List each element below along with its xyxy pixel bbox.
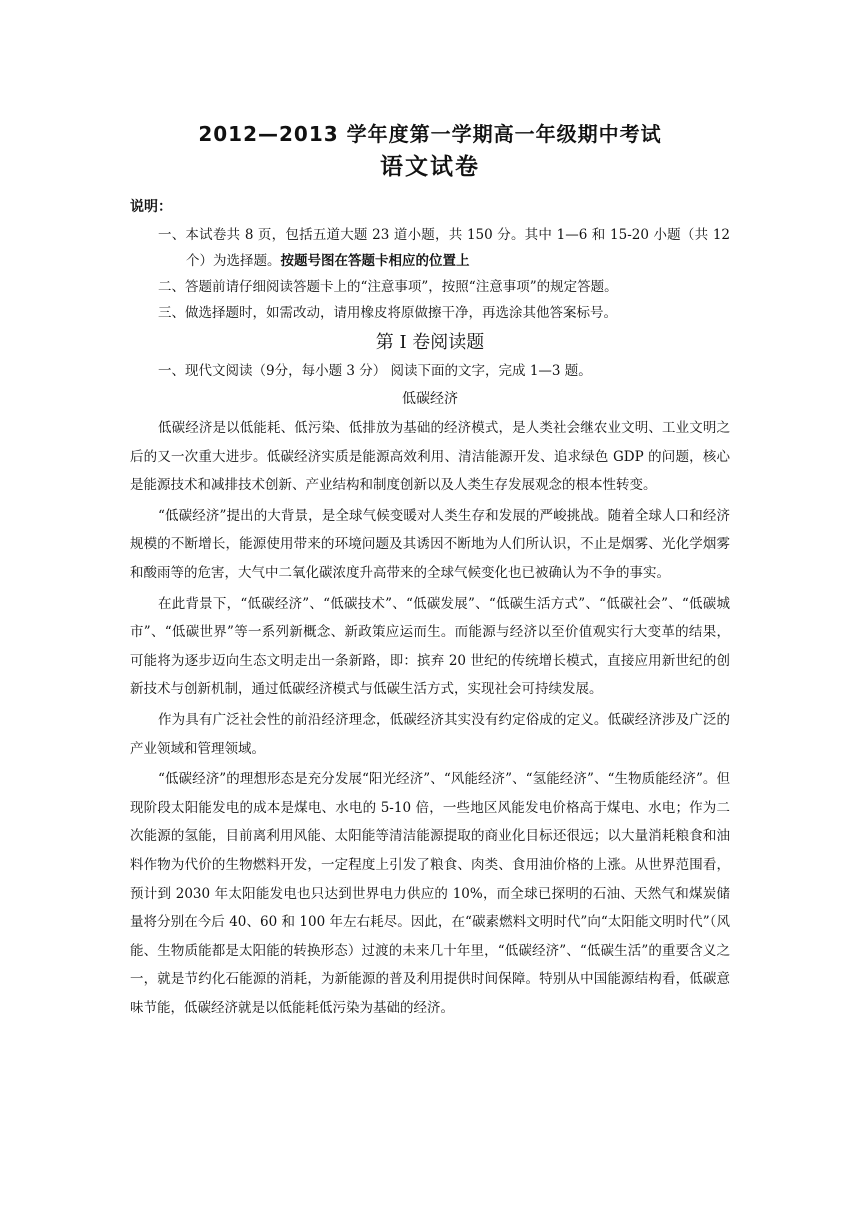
instruction-item-1-bold: 按题号图在答题卡相应的位置上 <box>280 253 470 269</box>
article-paragraph-1: 低碳经济是以低能耗、低污染、低排放为基础的经济模式，是人类社会继农业文明、工业文明之后的又一次重大进步。低碳经济实质是能源高效利用、清洁能源开发、追求绿色 GDP 的问题，核心是能源技术和减排技术创新、产业结构和制度创新以及人类生存发展观念的根本性转变。 <box>130 420 730 494</box>
exam-body <box>130 190 730 1024</box>
instruction-item-3: 三、做选择题时，如需改动，请用橡皮将原做擦干净，再选涂其他答案标号。 <box>158 305 617 321</box>
question-heading: 一、现代文阅读（9分，每小题 3 分） 阅读下面的文字，完成 1—3 题。 <box>158 363 592 379</box>
instruction-item-1-text: 一、本试卷共 8 页，包括五道大题 23 道小题，共 150 分。其中 1—6 和 15-20 小题（共 12 个）为选择题。 <box>158 227 730 269</box>
article-title: 低碳经济 <box>402 391 458 407</box>
instructions-heading: 说明： <box>130 199 172 215</box>
instruction-item-1 <box>130 222 730 274</box>
article-paragraph-3: 在此背景下，“低碳经济”、“低碳技术”、“低碳发展”、“低碳生活方式”、“低碳社会”、“低碳城市”、“低碳世界”等一系列新概念、新政策应运而生。而能源与经济以至价值观实行大变革的结果，可能将为逐步迈向生态文明走出一条新路，即：摈弃 20 世纪的传统增长模式，直接应用新世纪的创新技术与创新机制，通过低碳经济模式与低碳生活方式，实现社会可持续发展。 <box>130 595 730 698</box>
exam-subtitle: 语文试卷 <box>380 154 480 180</box>
article-paragraph-2: “低碳经济”提出的大背景，是全球气候变暖对人类生存和发展的严峻挑战。随着全球人口和经济规模的不断增长，能源使用带来的环境问题及其诱因不断地为人们所认识，不止是烟雾、光化学烟雾和酸雨等的危害，大气中二氧化碳浓度升高带来的全球气候变化也已被确认为不争的事实。 <box>130 507 730 581</box>
section-title: 第 I 卷阅读题 <box>375 332 485 353</box>
article-paragraph-5: “低碳经济”的理想形态是充分发展“阳光经济”、“风能经济”、“氢能经济”、“生物质能经济”。但现阶段太阳能发电的成本是煤电、水电的 5-10 倍，一些地区风能发电价格高于煤电、水电；作为二次能源的氢能，目前离利用风能、太阳能等清洁能源提取的商业化目标还很远；以大量消耗粮食和油料作物为代价的生物燃料开发，一定程度上引发了粮食、肉类、食用油价格的上涨。从世界范围看，预计到 2030 年太阳能发电也只达到世界电力供应的 10%，而全球已探明的石油、天然气和煤炭储量将分别在今后 40、60 和 100 年左右耗尽。因此，在“碳素燃料文明时代”向“太阳能文明时代”（风能、生物质能都是太阳能的转换形态）过渡的未来几十年里，“低碳经济”、“低碳生活”的重要含义之一，就是节约化石能源的消耗，为新能源的普及利用提供时间保障。特别从中国能源结构看，低碳意味节能，低碳经济就是以低能耗低污染为基础的经济。 <box>130 771 730 1016</box>
article-paragraph-4: 作为具有广泛社会性的前沿经济理念，低碳经济其实没有约定俗成的定义。低碳经济涉及广泛的产业领域和管理领域。 <box>130 711 730 757</box>
instruction-item-2: 二、答题前请仔细阅读答题卡上的“注意事项”，按照“注意事项”的规定答题。 <box>158 279 618 295</box>
exam-title: 2012—2013 学年度第一学期高一年级期中考试 <box>198 122 662 146</box>
